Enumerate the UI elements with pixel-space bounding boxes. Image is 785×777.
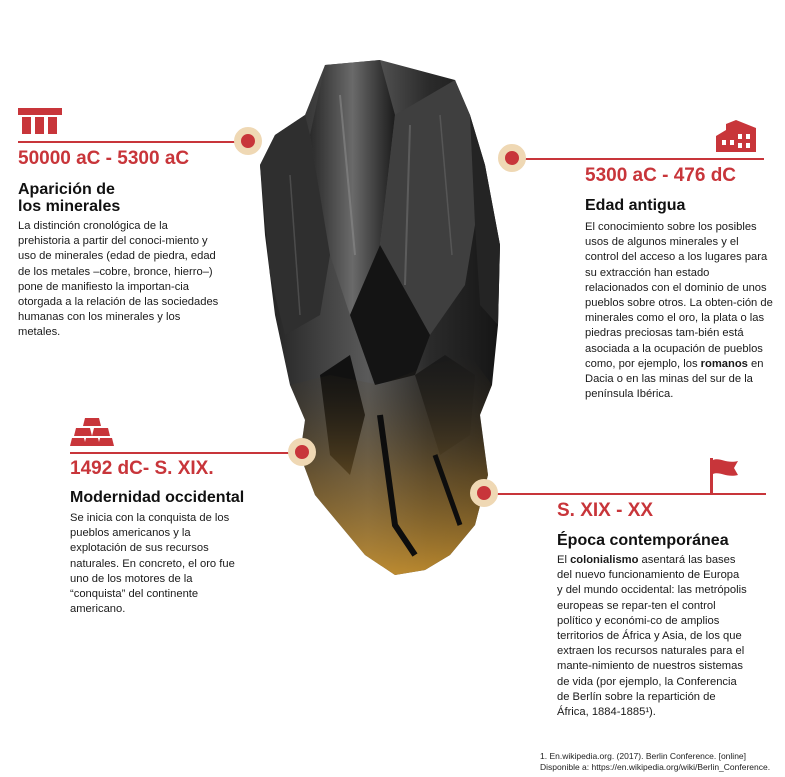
period-title-p1-line1: Aparición de [18, 181, 115, 198]
period-body-p1: La distinción cronológica de la prehistoria a partir del conoci-miento y uso de minerales (edad de piedra, edad de los metales –cobre, bronce, hierro–) pone de manifiesto la importan-cia otorgada a la relación de las sociedades humanas con los minerales y los metales. [18, 220, 219, 339]
footnote-line2: Disponible a: https://en.wikipedia.org/wiki/Berlin_Conference. [540, 762, 771, 772]
period-body-p4-text-end: asentará las bases del nuevo funcionamiento de Europa y del mundo occidental: las metrópolis europeas se repar-ten el control político y económi-co de amplios territorios de África y Asia, de los que extraen los recursos naturales para el mante-nimiento de nuestros sistemas de vida (por ejemplo, la Conferencia de Berlín sobre la repartición de África, 1884-1885¹). [557, 554, 747, 719]
period-body-p2-bold: romanos [700, 357, 748, 370]
connector-line-p1 [18, 141, 248, 143]
timeline-dot-p3 [288, 438, 316, 466]
period-title-p4: Época contemporánea [557, 532, 729, 549]
connector-line-p3 [70, 452, 300, 454]
period-title-p3: Modernidad occidental [70, 489, 245, 506]
period-body-p4-text: El [557, 554, 571, 566]
timeline-dot-p4 [470, 479, 498, 507]
building-icon [716, 120, 756, 152]
period-date-p3: 1492 dC- S. XIX. [70, 458, 214, 479]
footnote-line1: 1. En.wikipedia.org. (2017). Berlin Conference. [online] [540, 751, 747, 761]
period-title-p1 [18, 181, 228, 215]
timeline-dot-p2 [498, 144, 526, 172]
dolmen-icon [18, 108, 62, 134]
period-body-p2-text: El conocimiento sobre los posibles usos de algunos minerales y el control del acceso a los lugares para su extracción han estado relacionados con el dominio de unos pueblos sobre otros. La obten-ción de minerales como el oro, la plata o las piedras preciosas tam-bién está asociada a la ocupación de pueblos como, por ejemplo, los [585, 221, 773, 370]
period-body-p4 [557, 553, 747, 720]
connector-line-p2 [512, 158, 764, 160]
gold-bars-icon [70, 418, 114, 446]
footnote [540, 751, 770, 773]
period-body-p3: Se inicia con la conquista de los pueblos americanos y la explotación de sus recursos naturales. En concreto, el oro fue uno de los motores de la “conquista” del continente americano. [70, 512, 235, 616]
period-body-p2-text-end: en Dacia o en las minas del sur de la península Ibérica. [585, 357, 764, 401]
period-date-p4: S. XIX - XX [557, 500, 654, 521]
period-title-p2: Edad antigua [585, 197, 686, 214]
period-date-p2: 5300 aC - 476 dC [585, 165, 737, 186]
timeline-dot-p1 [234, 127, 262, 155]
flag-icon [710, 458, 740, 494]
period-title-p1-line2: los minerales [18, 198, 121, 215]
period-body-p2 [585, 220, 775, 402]
period-body-p4-bold: colonialismo [570, 554, 639, 566]
period-date-p1: 50000 aC - 5300 aC [18, 148, 190, 169]
